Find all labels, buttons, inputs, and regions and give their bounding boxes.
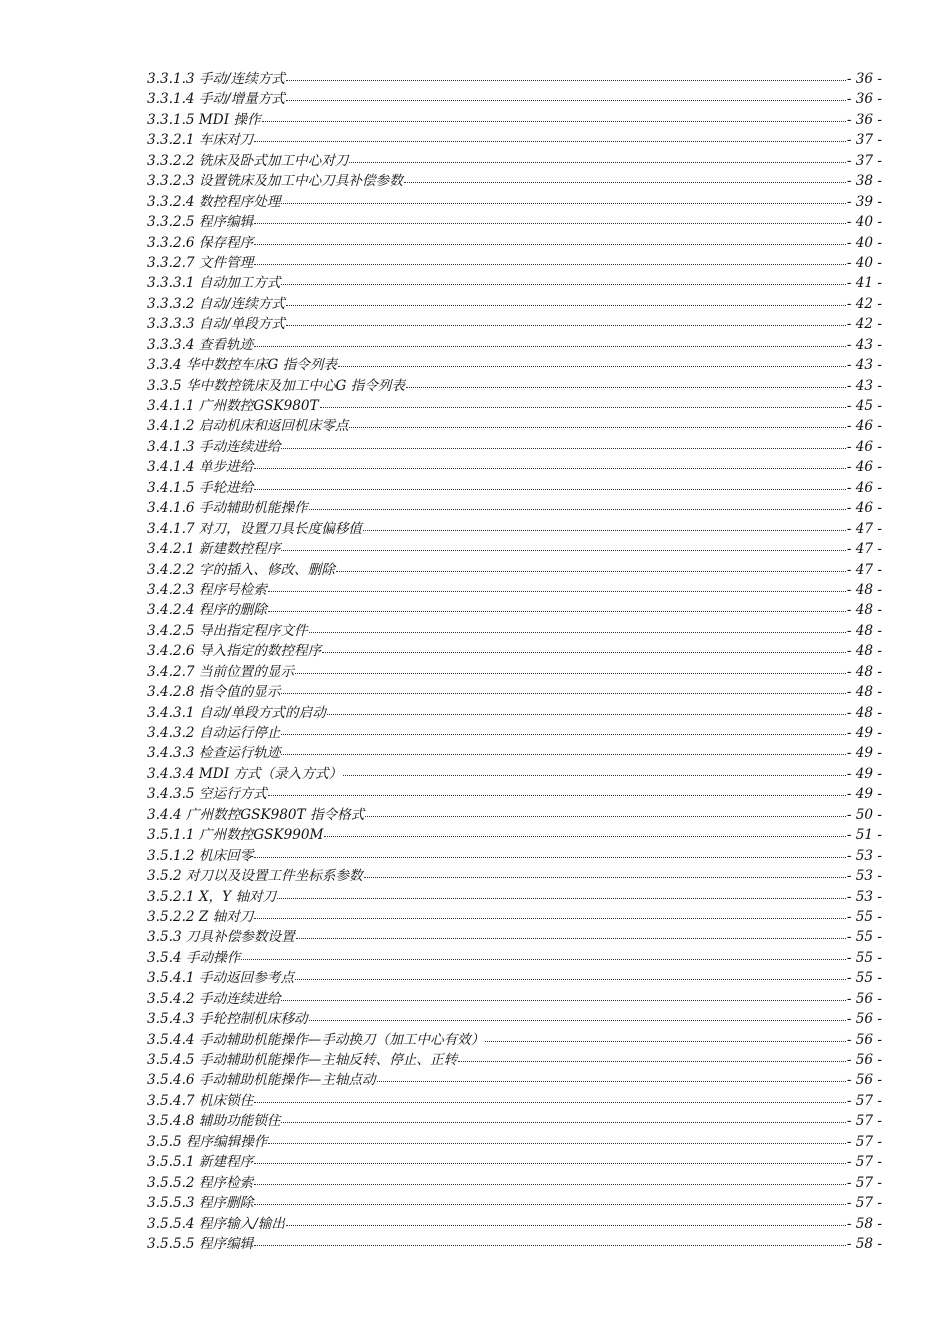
- toc-entry-page-number: - 56 -: [846, 1072, 882, 1089]
- dot-leader: [404, 171, 846, 185]
- toc-entry-title[interactable]: 3.5.2.2 Z 轴对刀: [147, 908, 254, 925]
- toc-entry-title[interactable]: 3.4.2.7 当前位置的显示: [147, 663, 295, 680]
- dot-leader: [406, 376, 846, 390]
- toc-entry[interactable]: [147, 907, 882, 927]
- toc-entry-title[interactable]: 3.5.5.2 程序检索: [147, 1174, 254, 1191]
- toc-entry-page-number: - 49 -: [846, 725, 882, 741]
- toc-entry-title[interactable]: 3.3.4 华中数控车床G 指令列表: [147, 357, 338, 374]
- toc-entry-page-number: - 37 -: [846, 152, 882, 169]
- toc-entry[interactable]: [147, 743, 882, 763]
- toc-entry[interactable]: [147, 1091, 882, 1111]
- toc-entry-title[interactable]: 3.3.3.3 自动/单段方式: [147, 316, 286, 333]
- toc-entry-title[interactable]: 3.4.2.1 新建数控程序: [147, 541, 281, 558]
- toc-entry-page-number: - 37 -: [846, 132, 882, 149]
- dot-leader: [343, 764, 846, 778]
- toc-entry-page-number: - 55 -: [846, 929, 882, 946]
- toc-entry[interactable]: [147, 478, 882, 498]
- toc-entry[interactable]: [147, 253, 882, 273]
- toc-entry-page-number: - 48 -: [846, 663, 882, 680]
- toc-entry[interactable]: [147, 1009, 882, 1029]
- dot-leader: [324, 825, 845, 839]
- toc-entry[interactable]: [147, 110, 882, 130]
- toc-entry-page-number: - 49 -: [846, 786, 882, 803]
- dot-leader: [268, 1132, 845, 1146]
- toc-entry[interactable]: [147, 1070, 882, 1090]
- toc-entry-title[interactable]: 3.5.5.3 程序删除: [147, 1195, 254, 1212]
- table-of-contents: [147, 69, 882, 1254]
- dot-leader: [281, 682, 845, 696]
- dot-leader: [336, 560, 846, 574]
- dot-leader: [254, 907, 845, 921]
- dot-leader: [254, 1091, 846, 1105]
- toc-entry-page-number: - 42 -: [846, 295, 882, 312]
- toc-entry[interactable]: [147, 989, 882, 1009]
- toc-entry-page-number: - 40 -: [846, 234, 882, 251]
- toc-entry[interactable]: [147, 437, 882, 457]
- toc-entry[interactable]: [147, 416, 882, 436]
- toc-entry-title[interactable]: 3.5.4.3 手轮控制机床移动: [147, 1011, 308, 1028]
- toc-entry-page-number: - 55 -: [846, 949, 882, 966]
- toc-entry-page-number: - 40 -: [846, 254, 882, 271]
- toc-entry[interactable]: [147, 376, 882, 396]
- dot-leader: [286, 69, 846, 83]
- toc-entry-title[interactable]: 3.4.2.6 导入指定的数控程序: [147, 643, 322, 660]
- dot-leader: [254, 457, 846, 471]
- dot-leader: [241, 948, 846, 962]
- toc-entry[interactable]: [147, 171, 882, 191]
- toc-entry[interactable]: [147, 1132, 882, 1152]
- toc-entry-title[interactable]: 3.5.4.6 手动辅助机能操作—主轴点动: [147, 1072, 376, 1089]
- dot-leader: [277, 887, 846, 901]
- toc-entry-page-number: - 36 -: [846, 111, 882, 128]
- toc-entry[interactable]: [147, 1030, 882, 1050]
- toc-entry-title[interactable]: 3.5.5.5 程序编辑: [147, 1235, 254, 1252]
- toc-entry-page-number: - 48 -: [846, 622, 882, 639]
- dot-leader: [281, 989, 845, 1003]
- dot-leader: [254, 212, 846, 226]
- dot-leader: [281, 273, 845, 287]
- toc-entry[interactable]: [147, 192, 882, 212]
- toc-entry[interactable]: [147, 641, 882, 661]
- toc-entry[interactable]: [147, 825, 882, 845]
- toc-entry-page-number: - 55 -: [846, 908, 882, 925]
- toc-entry[interactable]: [147, 1173, 882, 1193]
- dot-leader: [349, 151, 845, 165]
- toc-entry-title[interactable]: 3.4.2.8 指令值的显示: [147, 684, 281, 701]
- dot-leader: [286, 1214, 846, 1228]
- dot-leader: [254, 1193, 846, 1207]
- toc-entry-page-number: - 48 -: [846, 704, 882, 721]
- toc-entry-page-number: - 47 -: [846, 520, 882, 537]
- toc-entry-title[interactable]: 3.5.4.1 手动返回参考点: [147, 970, 295, 987]
- toc-entry-title[interactable]: 3.5.4.7 机床锁住: [147, 1092, 254, 1109]
- dot-leader: [364, 866, 846, 880]
- toc-entry-page-number: - 58 -: [846, 1235, 882, 1252]
- toc-entry-title[interactable]: 3.3.2.7 文件管理: [147, 254, 254, 271]
- toc-entry-page-number: - 40 -: [846, 214, 882, 231]
- toc-entry-page-number: - 36 -: [846, 71, 882, 87]
- toc-entry-title[interactable]: 3.4.2.3 程序号检索: [147, 581, 267, 598]
- toc-entry-page-number: - 57 -: [846, 1154, 882, 1171]
- toc-entry[interactable]: [147, 621, 882, 641]
- toc-entry-page-number: - 47 -: [846, 561, 882, 578]
- dot-leader: [365, 805, 846, 819]
- toc-entry-title[interactable]: 3.4.2.5 导出指定程序文件: [147, 622, 308, 639]
- toc-entry-title[interactable]: 3.5.5.4 程序输入/输出: [147, 1215, 286, 1232]
- toc-entry-page-number: - 56 -: [846, 1052, 882, 1068]
- toc-entry[interactable]: [147, 682, 882, 702]
- toc-entry[interactable]: [147, 396, 882, 416]
- toc-entry-title[interactable]: 3.4.3.2 自动运行停止: [147, 725, 281, 741]
- toc-entry-page-number: - 57 -: [846, 1195, 882, 1212]
- dot-leader: [286, 294, 846, 308]
- toc-entry-title[interactable]: 3.4.4 广州数控GSK980T 指令格式: [147, 806, 365, 823]
- toc-entry[interactable]: [147, 539, 882, 559]
- toc-entry-page-number: - 46 -: [846, 479, 882, 496]
- toc-entry[interactable]: [147, 212, 882, 232]
- toc-entry[interactable]: [147, 968, 882, 988]
- dot-leader: [281, 437, 845, 451]
- toc-entry-page-number: - 56 -: [846, 990, 882, 1007]
- toc-entry-page-number: - 53 -: [846, 868, 882, 885]
- dot-leader: [309, 498, 846, 512]
- toc-entry-title[interactable]: 3.4.1.3 手动连续进给: [147, 438, 281, 455]
- toc-entry[interactable]: [147, 764, 882, 784]
- toc-entry-page-number: - 57 -: [846, 1113, 882, 1130]
- toc-entry-title[interactable]: 3.5.2 对刀以及设置工件坐标系参数: [147, 868, 363, 885]
- toc-entry-title[interactable]: 3.3.3.1 自动加工方式: [147, 275, 281, 292]
- toc-entry-page-number: - 48 -: [846, 581, 882, 598]
- toc-entry-title[interactable]: 3.3.3.4 查看轨迹: [147, 336, 254, 353]
- toc-entry-page-number: - 53 -: [846, 847, 882, 864]
- toc-entry[interactable]: [147, 866, 882, 886]
- dot-leader: [254, 846, 846, 860]
- toc-entry-page-number: - 49 -: [846, 745, 882, 762]
- dot-leader: [254, 335, 846, 349]
- toc-entry-title[interactable]: 3.4.2.2 字的插入、修改、删除: [147, 561, 335, 578]
- dot-leader: [281, 539, 845, 553]
- toc-entry-title[interactable]: 3.4.1.2 启动机床和返回机床零点: [147, 418, 349, 435]
- toc-entry-title[interactable]: 3.3.2.2 铣床及卧式加工中心对刀: [147, 152, 349, 169]
- toc-entry-page-number: - 57 -: [846, 1174, 882, 1191]
- toc-entry[interactable]: [147, 1214, 882, 1234]
- toc-entry-page-number: - 42 -: [846, 316, 882, 333]
- toc-entry-page-number: - 47 -: [846, 541, 882, 558]
- dot-leader: [286, 89, 846, 103]
- dot-leader: [286, 314, 846, 328]
- toc-entry-page-number: - 43 -: [846, 377, 882, 394]
- toc-entry[interactable]: [147, 1234, 882, 1254]
- toc-entry-title[interactable]: 3.5.1.2 机床回零: [147, 847, 254, 864]
- toc-entry-page-number: - 50 -: [846, 806, 882, 823]
- toc-entry-page-number: - 56 -: [846, 1011, 882, 1028]
- toc-entry[interactable]: [147, 580, 882, 600]
- toc-entry[interactable]: [147, 560, 882, 580]
- toc-entry-page-number: - 53 -: [846, 888, 882, 905]
- toc-entry[interactable]: [147, 723, 882, 743]
- toc-entry[interactable]: [147, 457, 882, 477]
- toc-entry[interactable]: [147, 703, 882, 723]
- toc-entry-title[interactable]: 3.4.3.3 检查运行轨迹: [147, 745, 281, 762]
- dot-leader: [338, 355, 846, 369]
- toc-entry-title[interactable]: 3.3.1.4 手动/增量方式: [147, 91, 286, 108]
- dot-leader: [458, 1050, 846, 1064]
- toc-entry[interactable]: [147, 927, 882, 947]
- toc-entry-title[interactable]: 3.5.4.4 手动辅助机能操作—手动换刀（加工中心有效）: [147, 1031, 485, 1048]
- toc-entry-page-number: - 45 -: [846, 398, 882, 414]
- dot-leader: [485, 1030, 846, 1044]
- dot-leader: [309, 621, 846, 635]
- dot-leader: [254, 1152, 846, 1166]
- toc-entry-title[interactable]: 3.4.1.7 对刀，设置刀具长度偏移值: [147, 520, 363, 537]
- toc-entry-page-number: - 51 -: [846, 827, 882, 844]
- dot-leader: [322, 641, 846, 655]
- toc-entry-page-number: - 56 -: [846, 1031, 882, 1048]
- toc-entry-page-number: - 46 -: [846, 500, 882, 517]
- toc-entry-page-number: - 46 -: [846, 418, 882, 435]
- toc-entry-page-number: - 49 -: [846, 765, 882, 782]
- toc-entry-title[interactable]: 3.4.3.5 空运行方式: [147, 786, 267, 803]
- dot-leader: [281, 743, 845, 757]
- toc-entry-title[interactable]: 3.3.2.6 保存程序: [147, 234, 254, 251]
- toc-entry-page-number: - 48 -: [846, 684, 882, 701]
- toc-entry-title[interactable]: 3.5.1.1 广州数控GSK990M: [147, 827, 324, 844]
- toc-entry[interactable]: [147, 151, 882, 171]
- dot-leader: [254, 478, 846, 492]
- toc-entry-title[interactable]: 3.4.1.5 手轮进给: [147, 479, 254, 496]
- toc-entry[interactable]: [147, 294, 882, 314]
- toc-entry-title[interactable]: 3.4.1.4 单步进给: [147, 459, 254, 476]
- toc-entry-title[interactable]: 3.5.5.1 新建程序: [147, 1154, 254, 1171]
- toc-entry-page-number: - 36 -: [846, 91, 882, 108]
- toc-entry[interactable]: [147, 784, 882, 804]
- toc-entry-page-number: - 48 -: [846, 643, 882, 660]
- toc-entry[interactable]: [147, 1152, 882, 1172]
- toc-entry[interactable]: [147, 314, 882, 334]
- toc-entry-page-number: - 58 -: [846, 1215, 882, 1232]
- toc-entry[interactable]: [147, 805, 882, 825]
- toc-entry[interactable]: [147, 498, 882, 518]
- toc-entry-title[interactable]: 3.4.1.1 广州数控GSK980T: [147, 398, 319, 414]
- toc-entry-page-number: - 46 -: [846, 459, 882, 476]
- toc-entry-page-number: - 41 -: [846, 275, 882, 292]
- toc-entry-page-number: - 57 -: [846, 1133, 882, 1150]
- dot-leader: [363, 519, 846, 533]
- dot-leader: [295, 662, 846, 676]
- toc-entry-title[interactable]: 3.3.3.2 自动/连续方式: [147, 295, 286, 312]
- toc-entry-title[interactable]: 3.3.2.4 数控程序处理: [147, 193, 281, 210]
- toc-entry-page-number: - 43 -: [846, 336, 882, 353]
- toc-entry[interactable]: [147, 1111, 882, 1131]
- dot-leader: [281, 1111, 845, 1125]
- dot-leader: [320, 396, 846, 410]
- toc-entry-title[interactable]: 3.3.1.3 手动/连续方式: [147, 71, 286, 87]
- dot-leader: [349, 416, 845, 430]
- toc-entry[interactable]: [147, 273, 882, 293]
- toc-entry[interactable]: [147, 89, 882, 109]
- dot-leader: [254, 1173, 846, 1187]
- dot-leader: [281, 723, 845, 737]
- toc-entry[interactable]: [147, 69, 882, 89]
- dot-leader: [296, 927, 846, 941]
- toc-entry[interactable]: [147, 1050, 882, 1070]
- toc-entry-title[interactable]: 3.5.3 刀具补偿参数设置: [147, 929, 295, 946]
- dot-leader: [254, 1234, 846, 1248]
- toc-entry-title[interactable]: 3.5.4 手动操作: [147, 949, 241, 966]
- toc-entry-page-number: - 43 -: [846, 357, 882, 374]
- dot-leader: [295, 968, 846, 982]
- toc-entry-title[interactable]: 3.5.5 程序编辑操作: [147, 1133, 268, 1150]
- toc-entry-title[interactable]: 3.4.3.4 MDI 方式（录入方式）: [147, 765, 343, 782]
- dot-leader: [262, 110, 846, 124]
- toc-entry-title[interactable]: 3.5.4.8 辅助功能锁住: [147, 1113, 281, 1130]
- dot-leader: [254, 130, 846, 144]
- toc-entry[interactable]: [147, 355, 882, 375]
- toc-entry[interactable]: [147, 335, 882, 355]
- dot-leader: [309, 1009, 846, 1023]
- toc-entry-page-number: - 39 -: [846, 193, 882, 210]
- toc-entry[interactable]: [147, 948, 882, 968]
- toc-entry[interactable]: [147, 130, 882, 150]
- toc-entry[interactable]: [147, 1193, 882, 1213]
- toc-entry[interactable]: [147, 846, 882, 866]
- dot-leader: [254, 233, 846, 247]
- dot-leader: [268, 600, 846, 614]
- dot-leader: [377, 1070, 846, 1084]
- dot-leader: [254, 253, 846, 267]
- toc-entry-title[interactable]: 3.4.2.4 程序的删除: [147, 602, 267, 619]
- toc-entry[interactable]: [147, 519, 882, 539]
- dot-leader: [327, 703, 846, 717]
- toc-entry-page-number: - 38 -: [846, 173, 882, 190]
- dot-leader: [268, 784, 846, 798]
- toc-entry-page-number: - 55 -: [846, 970, 882, 987]
- toc-entry-title[interactable]: 3.3.2.3 设置铣床及加工中心刀具补偿参数: [147, 173, 403, 190]
- toc-entry-page-number: - 48 -: [846, 602, 882, 619]
- toc-entry-title[interactable]: 3.3.5 华中数控铣床及加工中心G 指令列表: [147, 377, 405, 394]
- dot-leader: [281, 192, 845, 206]
- toc-entry-title[interactable]: 3.3.1.5 MDI 操作: [147, 111, 261, 128]
- toc-entry-title[interactable]: 3.4.1.6 手动辅助机能操作: [147, 500, 308, 517]
- toc-entry-page-number: - 57 -: [846, 1092, 882, 1109]
- toc-entry-title[interactable]: 3.5.2.1 X，Y 轴对刀: [147, 888, 277, 905]
- toc-entry[interactable]: [147, 662, 882, 682]
- toc-entry-title[interactable]: 3.4.3.1 自动/单段方式的启动: [147, 704, 326, 721]
- toc-entry-title[interactable]: 3.3.2.1 车床对刀: [147, 132, 254, 149]
- dot-leader: [268, 580, 846, 594]
- toc-entry-title[interactable]: 3.5.4.2 手动连续进给: [147, 990, 281, 1007]
- toc-entry[interactable]: [147, 887, 882, 907]
- toc-entry-title[interactable]: 3.5.4.5 手动辅助机能操作—主轴反转、停止、正转: [147, 1052, 458, 1068]
- toc-entry[interactable]: [147, 233, 882, 253]
- toc-entry-title[interactable]: 3.3.2.5 程序编辑: [147, 214, 254, 231]
- toc-entry[interactable]: [147, 600, 882, 620]
- toc-entry-page-number: - 46 -: [846, 438, 882, 455]
